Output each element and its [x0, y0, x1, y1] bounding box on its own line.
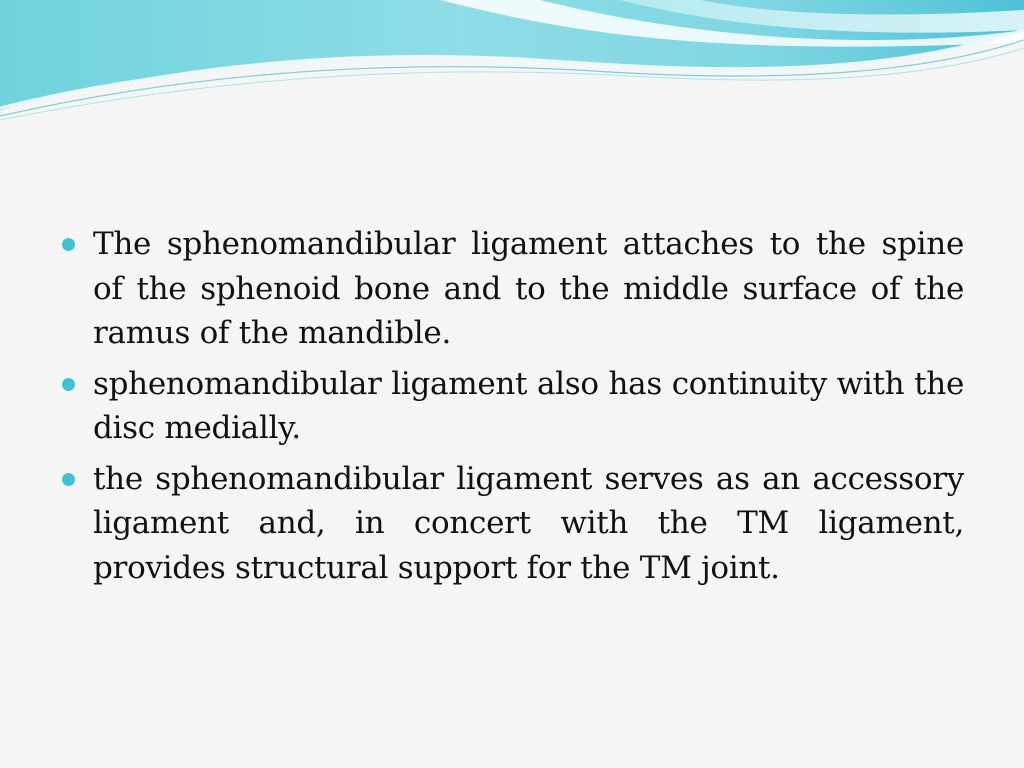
- bullet-text: The sphenomandibular ligament attaches to the spine of the sphenoid bone and to the middle surface of the ramus of the mandible.: [93, 226, 964, 351]
- bullet-list: [62, 222, 964, 596]
- bullet-item: [62, 457, 964, 591]
- header-wave-decoration: [0, 0, 1024, 130]
- bullet-item: [62, 222, 964, 356]
- bullet-text: the sphenomandibular ligament serves as an accessory ligament and, in concert with the TM ligament, provides structural support for the TM joint.: [93, 460, 964, 586]
- bullet-dot-icon: [62, 238, 75, 251]
- bullet-dot-icon: [62, 378, 75, 391]
- bullet-text: sphenomandibular ligament also has continuity with the disc medially.: [93, 365, 964, 446]
- bullet-dot-icon: [62, 473, 75, 486]
- bullet-item: [62, 362, 964, 451]
